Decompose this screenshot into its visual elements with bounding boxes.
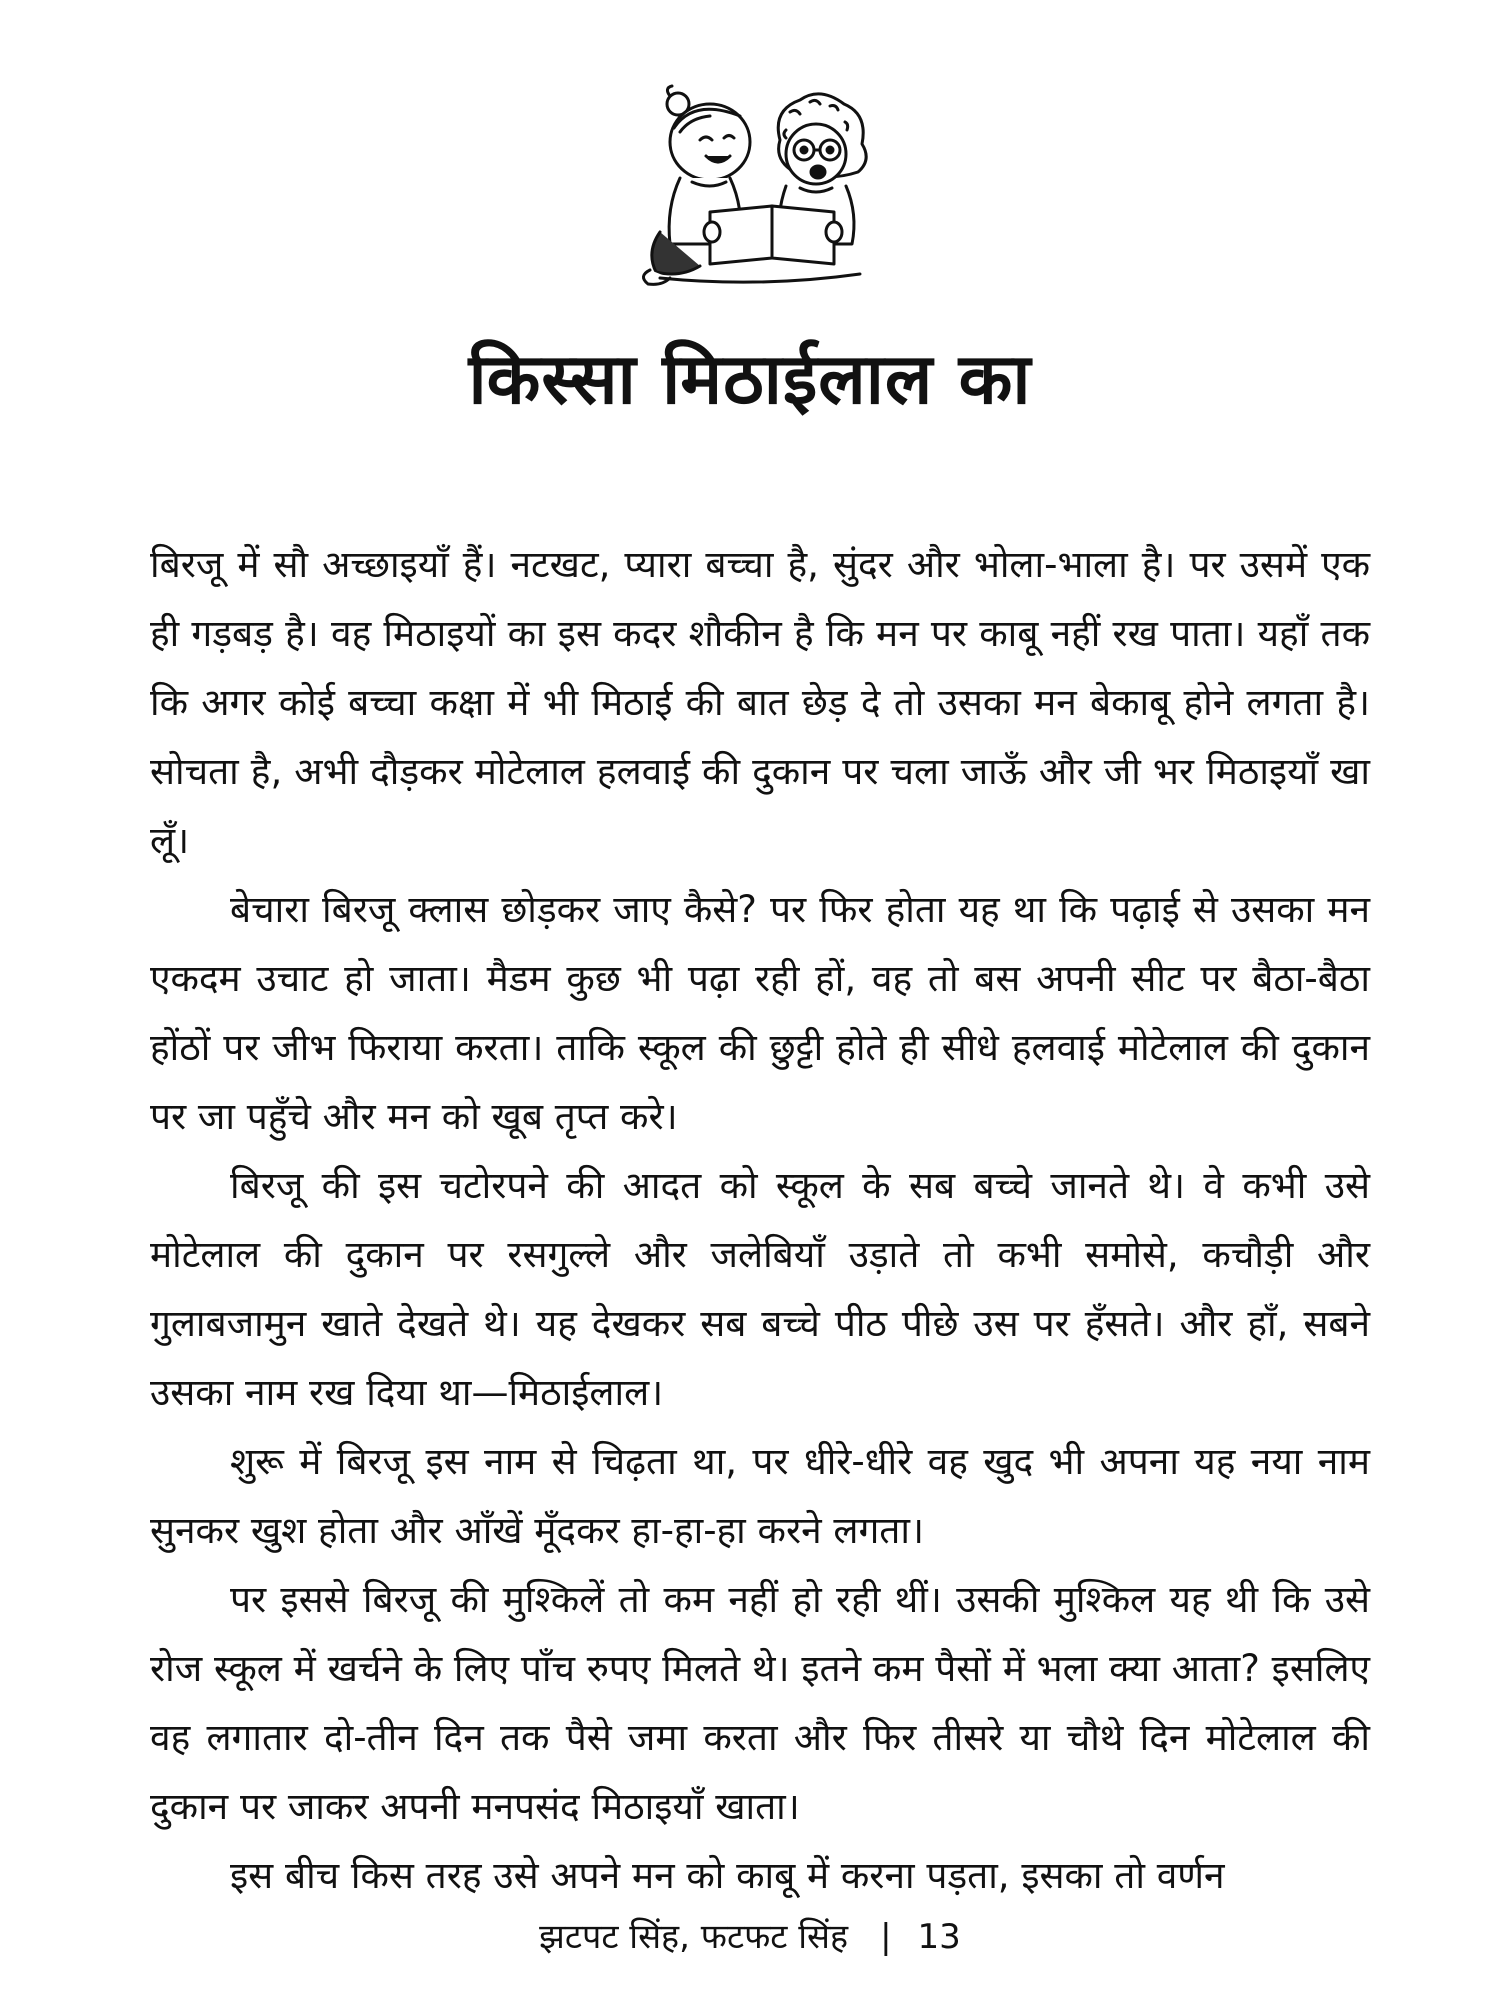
chapter-title: किस्सा मिठाईलाल का (468, 338, 1032, 420)
page-footer (0, 1912, 1500, 1958)
paragraph: बेचारा बिरजू क्लास छोड़कर जाए कैसे? पर फिर होता यह था कि पढ़ाई से उसका मन एकदम उचाट हो जाता। मैडम कुछ भी पढ़ा रही हों, वह तो बस अपनी सीट पर बैठा-बैठा होंठों पर जीभ फिराया करता। ताकि स्कूल की छुट्टी होते ही सीधे हलवाई मोटेलाल की दुकान पर जा पहुँचे और मन को खूब तृप्त करे। (150, 888, 1370, 1138)
footer-separator: | (880, 1917, 892, 1957)
story-body (150, 530, 1370, 1910)
paragraph: बिरजू की इस चटोरपने की आदत को स्कूल के सब बच्चे जानते थे। वे कभी उसे मोटेलाल की दुकान पर रसगुल्ले और जलेबियाँ उड़ाते तो कभी समोसे, कचौड़ी और गुलाबजामुन खाते देखते थे। यह देखकर सब बच्चे पीठ पीछे उस पर हँसते। और हाँ, सबने उसका नाम रख दिया था—मिठाईलाल। (150, 1164, 1370, 1414)
paragraph: बिरजू में सौ अच्छाइयाँ हैं। नटखट, प्यारा बच्चा है, सुंदर और भोला-भाला है। पर उसमें एक ही गड़बड़ है। वह मिठाइयों का इस कदर शौकीन है कि मन पर काबू नहीं रख पाता। यहाँ तक कि अगर कोई बच्चा कक्षा में भी मिठाई की बात छेड़ दे तो उसका मन बेकाबू होने लगता है। सोचता है, अभी दौड़कर मोटेलाल हलवाई की दुकान पर चला जाऊँ और जी भर मिठाइयाँ खा लूँ। (150, 543, 1370, 862)
book-title: झटपट सिंह, फटफट सिंह (539, 1917, 849, 1957)
paragraph: पर इससे बिरजू की मुश्किलें तो कम नहीं हो रही थीं। उसकी मुश्किल यह थी कि उसे रोज स्कूल में खर्चने के लिए पाँच रुपए मिलते थे। इतने कम पैसों में भला क्या आता? इसलिए वह लगातार दो-तीन दिन तक पैसे जमा करता और फिर तीसरे या चौथे दिन मोटेलाल की दुकान पर जाकर अपनी मनपसंद मिठाइयाँ खाता। (150, 1578, 1370, 1828)
paragraph: इस बीच किस तरह उसे अपने मन को काबू में करना पड़ता, इसका तो वर्णन (230, 1854, 1225, 1897)
page-number: 13 (917, 1917, 961, 1957)
paragraph: शुरू में बिरजू इस नाम से चिढ़ता था, पर धीरे-धीरे वह खुद भी अपना यह नया नाम सुनकर खुश होता और आँखें मूँदकर हा-हा-हा करने लगता। (150, 1440, 1370, 1552)
two-children-reading-book-icon (640, 82, 870, 292)
